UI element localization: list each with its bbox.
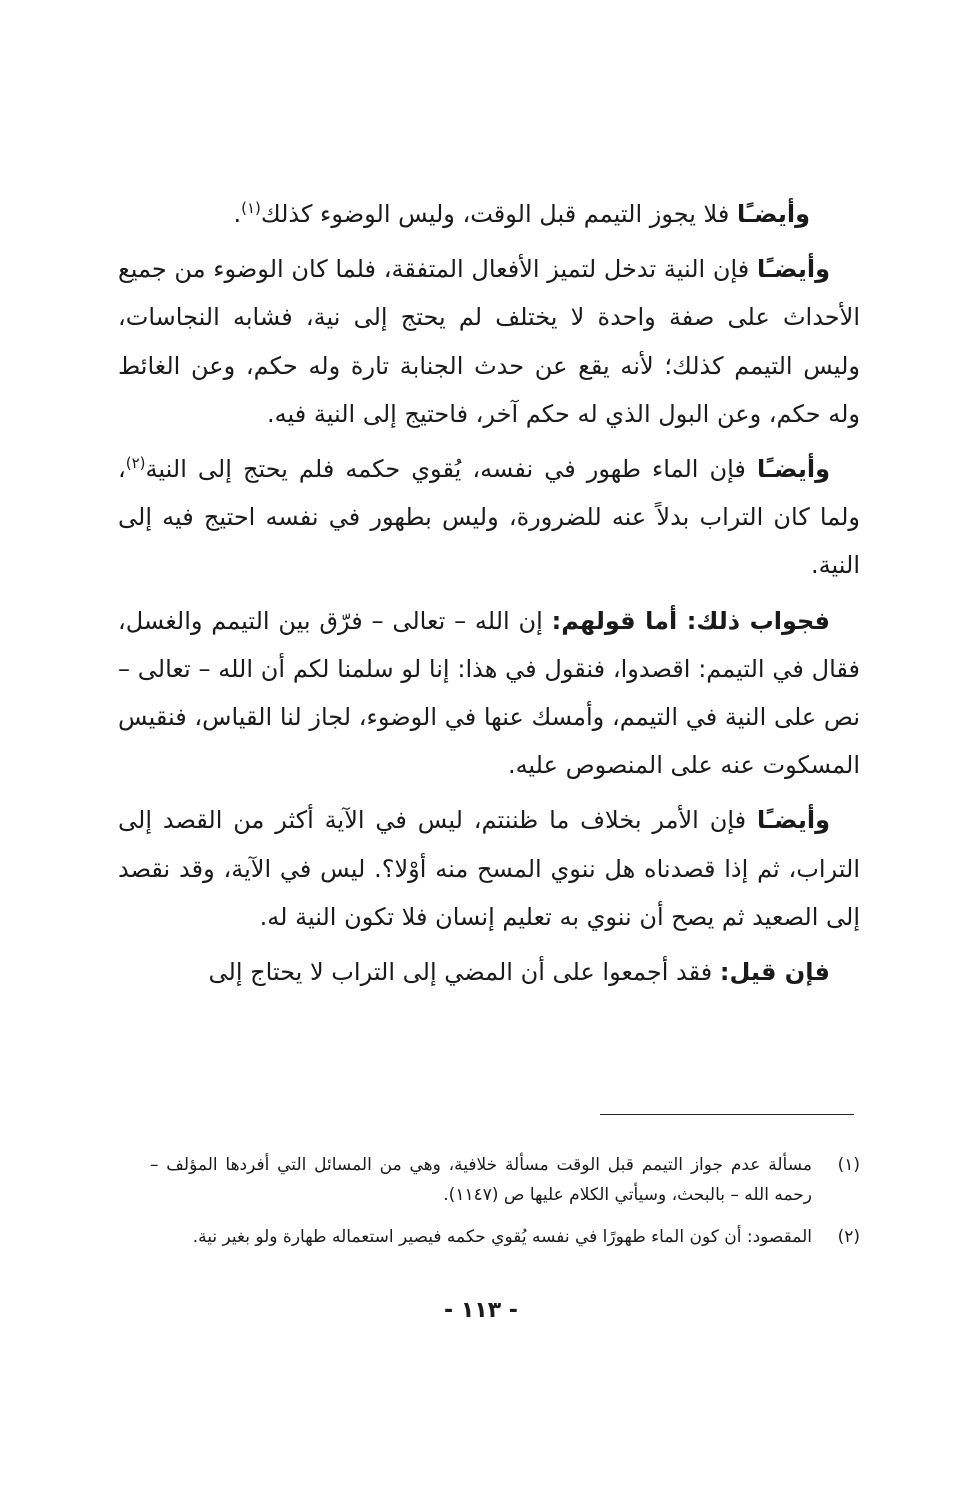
footnote-number: (١) bbox=[837, 1155, 860, 1175]
footnotes bbox=[150, 1150, 860, 1264]
paragraph-6 bbox=[118, 948, 860, 996]
paragraph-tail: ، ولما كان التراب بدلاً عنه للضرورة، وليس بطهور في نفسه احتيج فيه إلى النية. bbox=[118, 455, 860, 580]
paragraph-text: فقد أجمعوا على أن المضي إلى التراب لا يحتاج إلى bbox=[208, 958, 720, 987]
footnote-ref-1[interactable]: (١) bbox=[241, 199, 261, 217]
paragraph-2 bbox=[118, 245, 860, 438]
paragraph-lead: وأيضـًا bbox=[756, 806, 830, 835]
paragraph-tail: . bbox=[233, 200, 242, 228]
paragraph-lead: فإن قيل: bbox=[719, 958, 830, 987]
paragraph-5 bbox=[118, 796, 860, 941]
footnote-text: المقصود: أن كون الماء طهورًا في نفسه يُقوي حكمه فيصير استعماله طهارة ولو بغير نية. bbox=[192, 1227, 812, 1247]
footnote-2 bbox=[150, 1222, 860, 1252]
paragraph-text: فإن الأمر بخلاف ما ظننتم، ليس في الآية أكثر من القصد إلى التراب، ثم إذا قصدناه هل ننوي المسح منه أوْلا؟. ليس في الآية، وقد نقصد إلى الصعيد ثم يصح أن ننوي به تعليم إنسان فلا تكون النية له. bbox=[118, 806, 860, 931]
paragraph-lead: وأيضـًا bbox=[756, 455, 830, 484]
paragraph-4 bbox=[118, 597, 860, 790]
footnote-text: مسألة عدم جواز التيمم قبل الوقت مسألة خلافية، وهي من المسائل التي أفردها المؤلف – رحمه الله – بالبحث، وسيأتي الكلام عليها ص (١١٤٧). bbox=[150, 1155, 812, 1205]
footnote-number: (٢) bbox=[837, 1227, 860, 1247]
paragraph-lead: فجواب ذلك: أما قولهم: bbox=[551, 606, 831, 635]
paragraph-3 bbox=[118, 445, 860, 590]
paragraph-text: فإن الماء طهور في نفسه، يُقوي حكمه فلم يحتج إلى النية bbox=[145, 455, 757, 484]
footnote-divider bbox=[600, 1114, 854, 1115]
footnote-ref-2[interactable]: (٢) bbox=[125, 454, 146, 473]
main-text bbox=[118, 190, 860, 1003]
paragraph-text: فإن النية تدخل لتميز الأفعال المتفقة، فلما كان الوضوء من جميع الأحداث على صفة واحدة لا يختلف لم يحتج إلى نية، فشابه النجاسات، وليس التيمم كذلك؛ لأنه يقع عن حدث الجنابة تارة وله حكم، وعن الغائط وله حكم، وعن البول الذي له حكم آخر، فاحتيج إلى النية فيه. bbox=[118, 255, 860, 428]
paragraph-text: فلا يجوز التيمم قبل الوقت، وليس الوضوء كذلك bbox=[260, 200, 737, 228]
page-number: - ١١٣ - bbox=[444, 1298, 518, 1323]
paragraph-text: إن الله – تعالى – فرّق بين التيمم والغسل، فقال في التيمم: اقصدوا، فنقول في هذا: إنا لو سلمنا لكم أن الله – تعالى – نص على النية في التيمم، وأمسك عنها في الوضوء، لجاز لنا القياس، فنقيس المسكوت عنه على المنصوص عليه. bbox=[118, 606, 860, 780]
paragraph-lead: وأيضـًا bbox=[756, 255, 830, 284]
paragraph-lead: وأيضـًا bbox=[736, 200, 810, 228]
footnote-1 bbox=[150, 1150, 860, 1210]
paragraph-1 bbox=[118, 190, 860, 238]
